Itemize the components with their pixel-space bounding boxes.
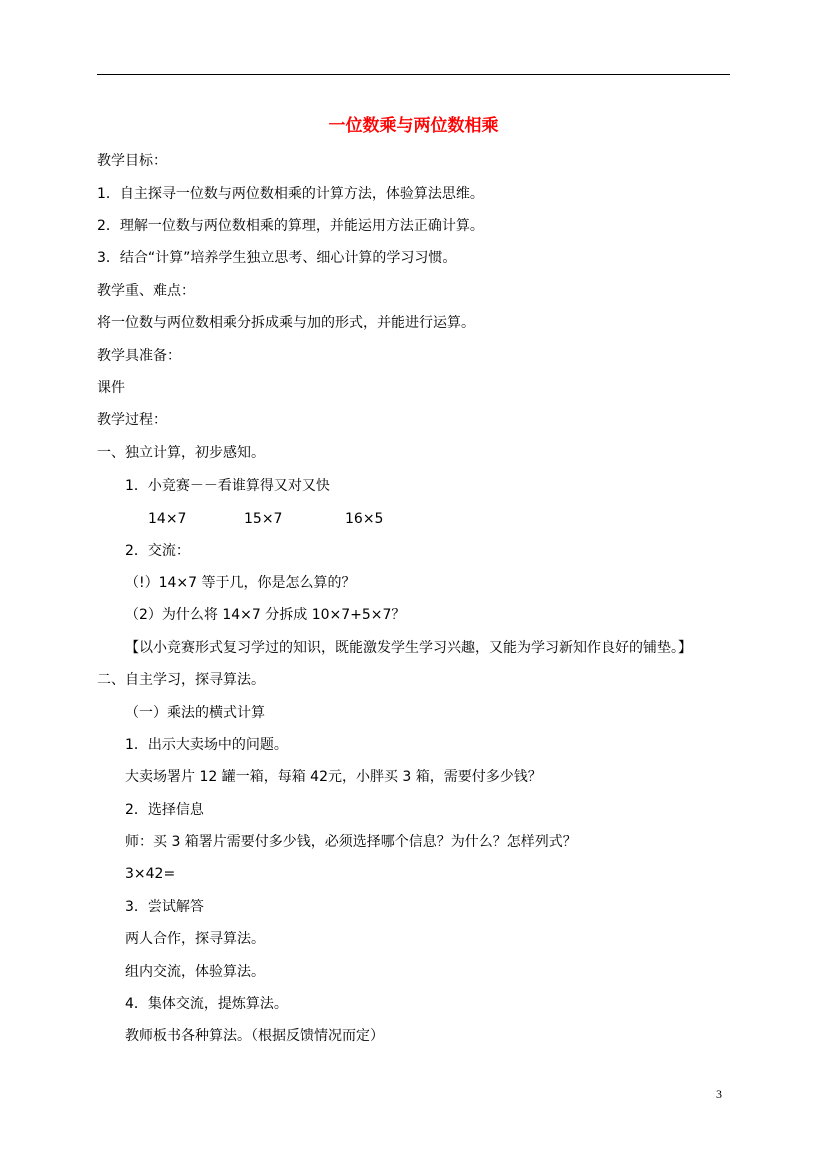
text-line: 教学具准备： xyxy=(97,348,181,364)
text-line: 课件 xyxy=(97,380,125,396)
text-line: （2）为什么将 14×7 分拆成 10×7+5×7？ xyxy=(125,607,406,623)
text-line: （一）乘法的横式计算 xyxy=(125,705,265,721)
text-line: 两人合作，探寻算法。 xyxy=(125,931,265,947)
text-line: 1．小竞赛－－看谁算得又对又快 xyxy=(125,478,330,494)
calc-item: 15×7 xyxy=(244,511,283,527)
text-line: 大卖场署片 12 罐一箱，每箱 42元，小胖买 3 箱，需要付多少钱？ xyxy=(125,769,542,785)
text-line: 教学重、难点： xyxy=(97,283,195,299)
text-line: 教师板书各种算法。（根据反馈情况而定） xyxy=(125,1028,384,1044)
text-line: 师：买 3 箱署片需要付多少钱，必须选择哪个信息？为什么？怎样列式？ xyxy=(125,834,577,850)
header-rule xyxy=(97,74,730,75)
text-line: 教学目标： xyxy=(97,153,167,169)
text-line: 将一位数与两位数相乘分拆成乘与加的形式，并能进行运算。 xyxy=(97,315,475,331)
text-line: 2．理解一位数与两位数相乘的算理，并能运用方法正确计算。 xyxy=(97,218,484,234)
text-line: 3．尝试解答 xyxy=(125,899,204,915)
section-heading: 二、自主学习，探寻算法。 xyxy=(97,672,265,688)
text-line: 2．交流： xyxy=(125,543,190,559)
calc-item: 14×7 xyxy=(148,511,187,527)
text-line: 1．自主探寻一位数与两位数相乘的计算方法，体验算法思维。 xyxy=(97,186,484,202)
text-line: 4．集体交流，提炼算法。 xyxy=(125,996,288,1012)
text-line: 组内交流，体验算法。 xyxy=(125,964,265,980)
note-line: 【以小竞赛形式复习学过的知识，既能激发学生学习兴趣，又能为学习新知作良好的铺垫。】 xyxy=(125,640,692,656)
text-line: 2．选择信息 xyxy=(125,802,204,818)
text-line: （!）14×7 等于几，你是怎么算的？ xyxy=(125,575,356,591)
section-heading: 一、独立计算，初步感知。 xyxy=(97,445,265,461)
text-line: 1．出示大卖场中的问题。 xyxy=(125,737,288,753)
text-line: 3×42= xyxy=(125,866,176,882)
calc-item: 16×5 xyxy=(345,511,384,527)
text-line: 教学过程： xyxy=(97,412,167,428)
text-line: 3．结合“计算”培养学生独立思考、细心计算的学习习惯。 xyxy=(97,250,457,266)
page-number: 3 xyxy=(716,1087,722,1101)
document-title: 一位数乘与两位数相乘 xyxy=(328,116,499,136)
